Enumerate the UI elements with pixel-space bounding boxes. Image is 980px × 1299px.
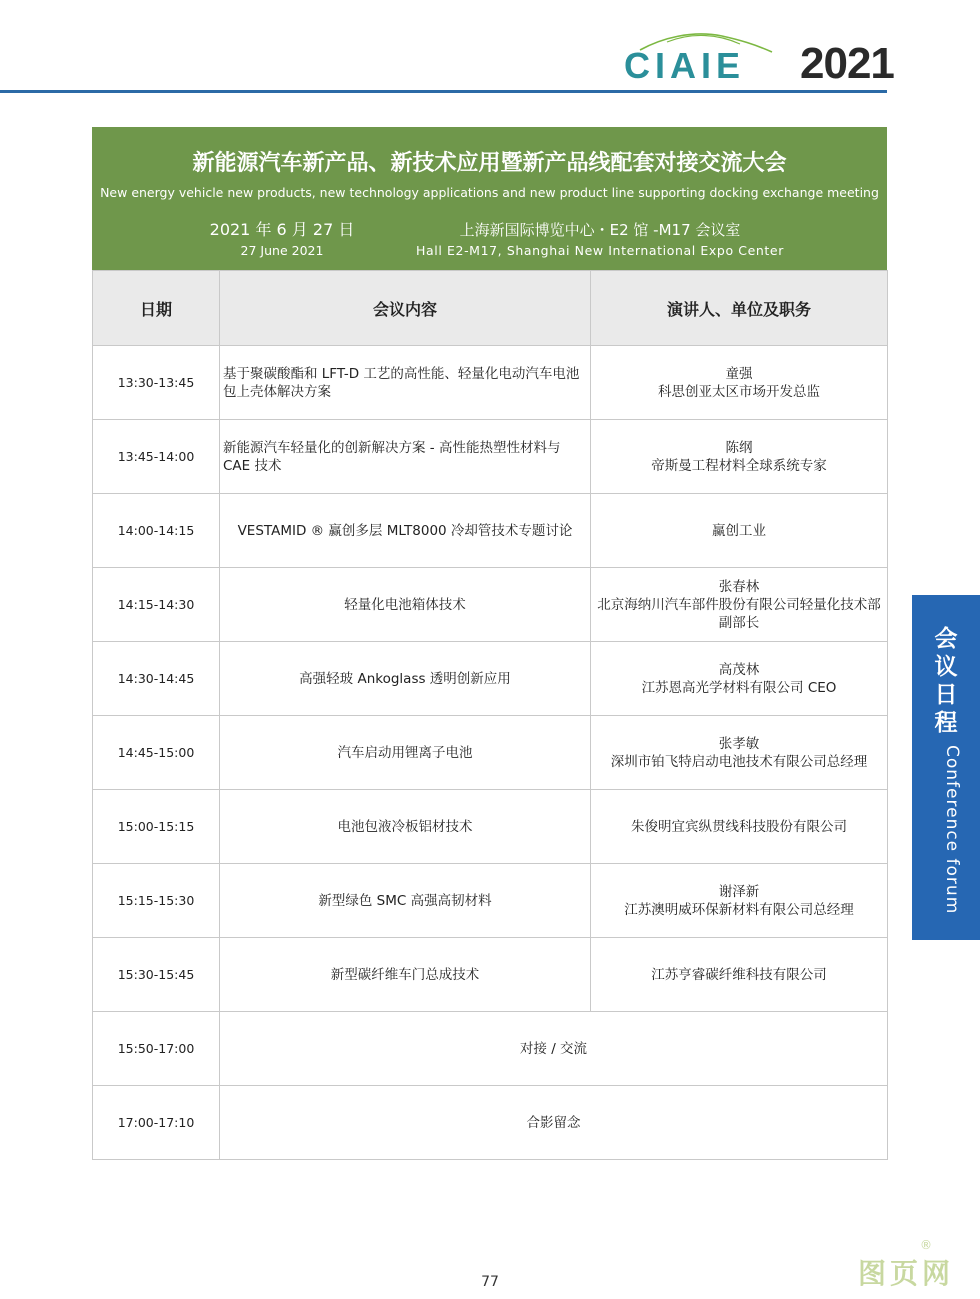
table-row bbox=[93, 494, 888, 568]
row-topic: 新型绿色 SMC 高强高韧材料 bbox=[220, 864, 591, 938]
schedule-table bbox=[92, 270, 888, 1160]
row-time: 15:30-15:45 bbox=[93, 938, 220, 1012]
speaker-org: 江苏澳明威环保新材料有限公司总经理 bbox=[624, 901, 854, 918]
speaker-name: 高茂林 bbox=[718, 661, 760, 678]
side-tab-char: 会 bbox=[934, 626, 958, 652]
header-rule bbox=[0, 90, 887, 93]
table-row bbox=[93, 568, 888, 642]
speaker-name: 童强 bbox=[725, 365, 753, 382]
speaker-name: 张孝敏 bbox=[718, 735, 760, 752]
speaker-name: 谢泽新 bbox=[718, 883, 760, 900]
logo-year: 2021 bbox=[800, 39, 894, 88]
row-topic: 新型碳纤维车门总成技术 bbox=[220, 938, 591, 1012]
row-time: 14:00-14:15 bbox=[93, 494, 220, 568]
table-header-row bbox=[93, 271, 888, 346]
row-topic: VESTAMID ® 赢创多层 MLT8000 冷却管技术专题讨论 bbox=[220, 494, 591, 568]
event-banner bbox=[92, 127, 887, 270]
row-topic: 汽车启动用锂离子电池 bbox=[220, 716, 591, 790]
speaker-org: 江苏恩高光学材料有限公司 CEO bbox=[641, 679, 837, 696]
row-speaker bbox=[591, 568, 888, 642]
row-merged-content: 对接 / 交流 bbox=[220, 1012, 888, 1086]
table-row bbox=[93, 642, 888, 716]
page-number: 77 bbox=[481, 1274, 499, 1290]
row-speaker bbox=[591, 420, 888, 494]
row-time: 13:30-13:45 bbox=[93, 346, 220, 420]
speaker-org: 深圳市铂飞特启动电池技术有限公司总经理 bbox=[610, 753, 868, 770]
row-time: 15:50-17:00 bbox=[93, 1012, 220, 1086]
row-speaker bbox=[591, 642, 888, 716]
logo-text: CIAIE bbox=[624, 45, 746, 84]
row-time: 14:30-14:45 bbox=[93, 642, 220, 716]
speaker-org: 北京海纳川汽车部件股份有限公司轻量化技术部副部长 bbox=[597, 596, 881, 631]
row-speaker bbox=[591, 790, 888, 864]
speaker-org: 科思创亚太区市场开发总监 bbox=[658, 383, 820, 400]
row-time: 17:00-17:10 bbox=[93, 1086, 220, 1160]
table-row bbox=[93, 790, 888, 864]
speaker-name: 朱俊明宜宾纵贯线科技股份有限公司 bbox=[631, 818, 847, 835]
side-tab-char: 议 bbox=[934, 654, 958, 680]
side-section-tab bbox=[912, 595, 980, 940]
row-time: 14:15-14:30 bbox=[93, 568, 220, 642]
event-title: 新能源汽车新产品、新技术应用暨新产品线配套对接交流大会 bbox=[192, 151, 787, 176]
row-topic: 高强轻玻 Ankoglass 透明创新应用 bbox=[220, 642, 591, 716]
side-tab-en: Conference forum bbox=[942, 745, 962, 915]
event-date: 2021 年 6 月 27 日 bbox=[209, 220, 355, 239]
row-speaker bbox=[591, 716, 888, 790]
row-speaker bbox=[591, 938, 888, 1012]
table-row-merged bbox=[93, 1086, 888, 1160]
row-speaker bbox=[591, 494, 888, 568]
speaker-name: 张春林 bbox=[718, 578, 760, 595]
speaker-name: 赢创工业 bbox=[712, 522, 766, 539]
watermark-registered-mark: ® bbox=[920, 1238, 932, 1252]
speaker-org: 帝斯曼工程材料全球系统专家 bbox=[651, 457, 827, 474]
speaker-name: 江苏亨睿碳纤维科技有限公司 bbox=[651, 966, 827, 983]
event-date-en: 27 June 2021 bbox=[240, 243, 324, 258]
table-row bbox=[93, 938, 888, 1012]
event-subtitle: New energy vehicle new products, new technology applications and new product line supporting docking exchange meeting bbox=[100, 185, 879, 200]
header-speaker: 演讲人、单位及职务 bbox=[591, 271, 888, 346]
table-row bbox=[93, 346, 888, 420]
row-topic: 基于聚碳酸酯和 LFT-D 工艺的高性能、轻量化电动汽车电池包上壳体解决方案 bbox=[220, 346, 591, 420]
row-topic: 新能源汽车轻量化的创新解决方案 - 高性能热塑性材料与 CAE 技术 bbox=[220, 420, 591, 494]
event-venue: 上海新国际博览中心・E2 馆 -M17 会议室 bbox=[459, 221, 741, 239]
row-speaker bbox=[591, 864, 888, 938]
side-tab-cn bbox=[912, 625, 980, 737]
side-tab-char: 程 bbox=[934, 710, 958, 736]
row-topic: 电池包液冷板铝材技术 bbox=[220, 790, 591, 864]
row-merged-content: 合影留念 bbox=[220, 1086, 888, 1160]
row-topic: 轻量化电池箱体技术 bbox=[220, 568, 591, 642]
speaker-name: 陈纲 bbox=[725, 439, 753, 456]
row-speaker bbox=[591, 346, 888, 420]
table-row-merged bbox=[93, 1012, 888, 1086]
watermark: 图页网 bbox=[858, 1257, 955, 1290]
ciaie-logo bbox=[622, 28, 782, 84]
header-date: 日期 bbox=[93, 271, 220, 346]
table-row bbox=[93, 420, 888, 494]
row-time: 13:45-14:00 bbox=[93, 420, 220, 494]
row-time: 14:45-15:00 bbox=[93, 716, 220, 790]
table-row bbox=[93, 864, 888, 938]
table-row bbox=[93, 716, 888, 790]
header-content: 会议内容 bbox=[220, 271, 591, 346]
side-tab-char: 日 bbox=[934, 682, 958, 708]
row-time: 15:00-15:15 bbox=[93, 790, 220, 864]
event-venue-en: Hall E2-M17, Shanghai New International Expo Center bbox=[416, 243, 784, 258]
row-time: 15:15-15:30 bbox=[93, 864, 220, 938]
